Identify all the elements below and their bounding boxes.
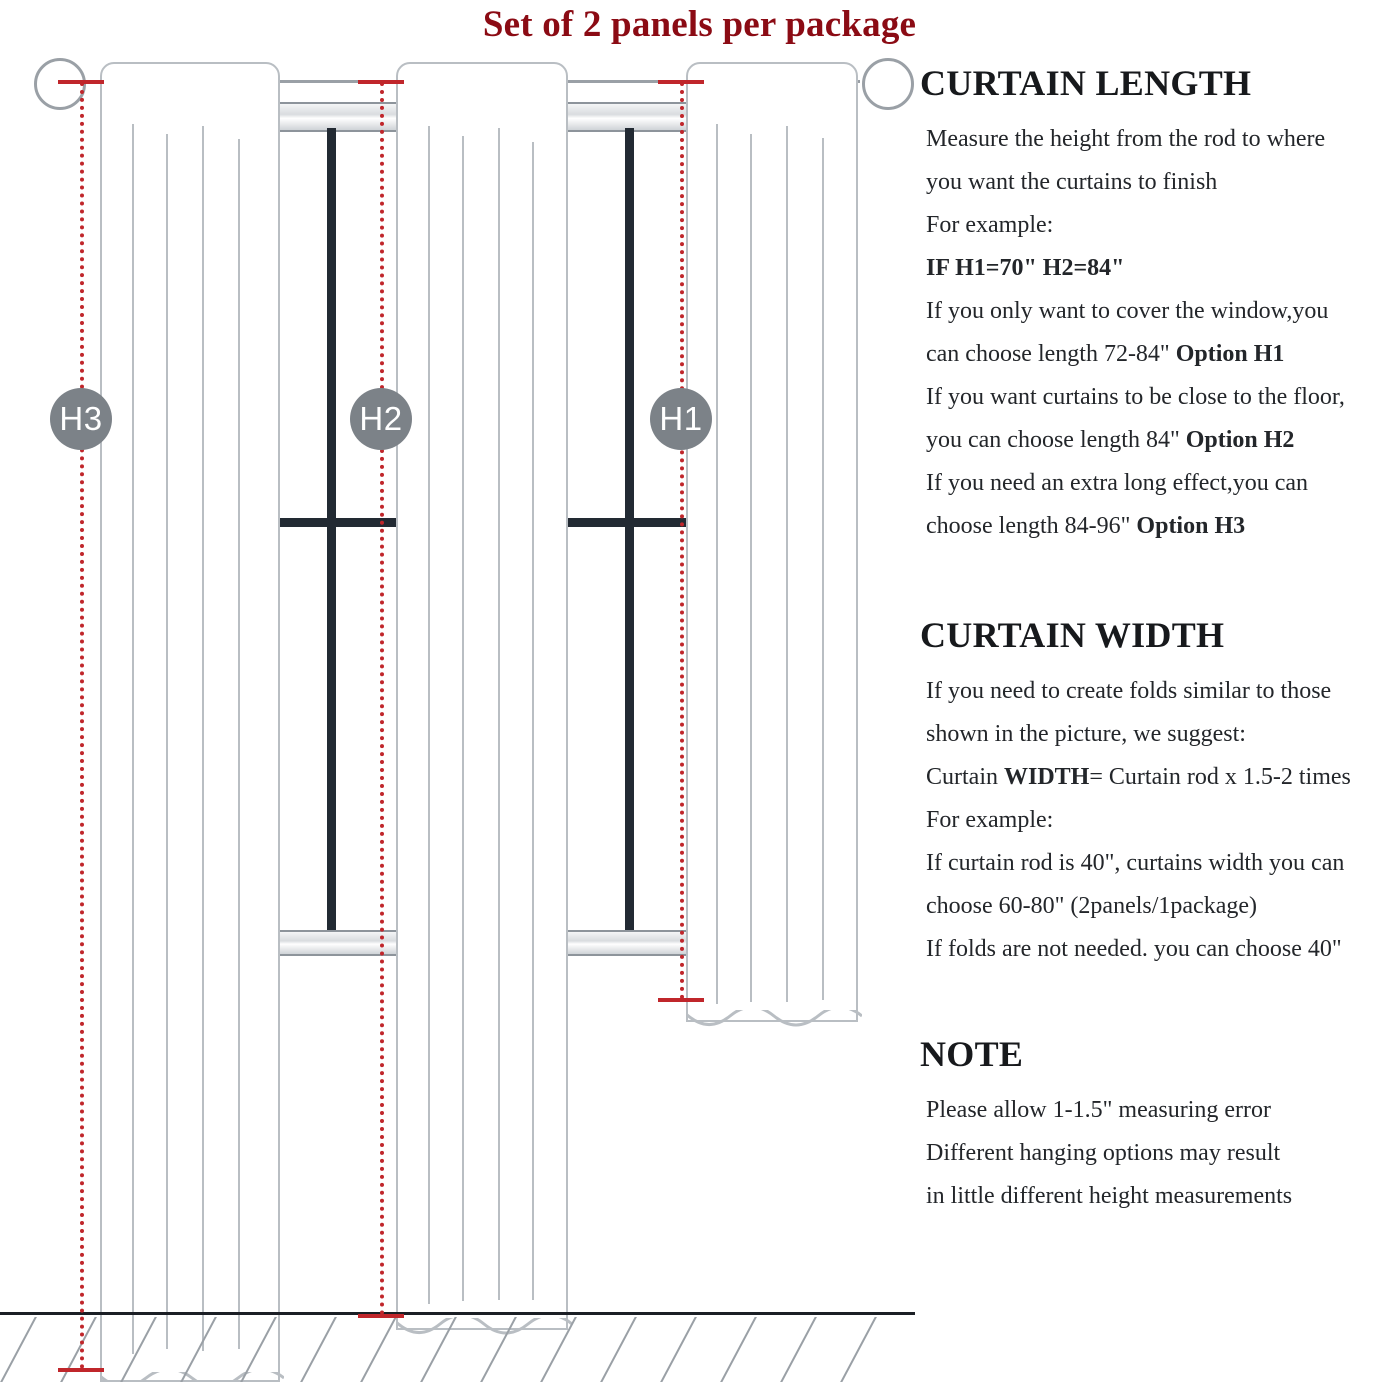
paragraph: If you only want to cover the window,you <box>926 298 1329 324</box>
paragraph-text: = Curtain rod x 1.5-2 times <box>1089 764 1351 790</box>
section-title-curtain-width: CURTAIN WIDTH <box>920 615 1225 655</box>
section-title-curtain-length: CURTAIN LENGTH <box>920 63 1252 103</box>
paragraph: Different hanging options may result <box>926 1140 1281 1166</box>
curtain-fold <box>822 138 824 1000</box>
measure-line-h1 <box>680 82 684 1000</box>
paragraph: If folds are not needed. you can choose 40" <box>926 936 1342 962</box>
example-values: IF H1=70" H2=84" <box>926 255 1125 281</box>
instructions-column <box>920 62 1390 1218</box>
paragraph: For example: <box>926 807 1054 833</box>
paragraph: shown in the picture, we suggest: <box>926 721 1246 747</box>
paragraph: choose 60-80" (2panels/1package) <box>926 893 1258 919</box>
curtain-fold <box>428 126 430 1304</box>
paragraph: in little different height measurements <box>926 1183 1293 1209</box>
measure-line-h3 <box>80 82 84 1370</box>
paragraph: If you want curtains to be close to the floor, <box>926 384 1345 410</box>
measure-line-h2 <box>380 82 384 1316</box>
curtain-fold <box>716 124 718 1004</box>
floor-line <box>0 1312 915 1315</box>
curtain-hem-h1 <box>686 1010 862 1036</box>
paragraph-option-h3 <box>920 505 1390 548</box>
curtain-fold <box>462 136 464 1301</box>
curtain-fold <box>750 134 752 1002</box>
measure-badge-h3: H3 <box>50 388 112 450</box>
curtain-rod-finial-left-icon <box>34 58 86 110</box>
curtain-panel-h3 <box>100 62 280 1382</box>
curtain-rod-finial-right-icon <box>862 58 914 110</box>
paragraph-text: can choose length 72-84" <box>926 341 1176 367</box>
measure-tick-h3-bottom <box>58 1368 104 1372</box>
section-spacer <box>920 548 1390 614</box>
page-title: Set of 2 panels per package <box>482 4 917 45</box>
measure-badge-h1: H1 <box>650 388 712 450</box>
paragraph: Please allow 1-1.5" measuring error <box>926 1097 1272 1123</box>
option-label-h1: Option H1 <box>1175 341 1285 367</box>
curtain-fold <box>166 134 168 1349</box>
floor-hatching <box>0 1317 915 1382</box>
section-title-note: NOTE <box>920 1034 1024 1074</box>
window-mullion-vertical-left <box>327 128 336 930</box>
measure-tick-h1-bottom <box>658 998 704 1002</box>
paragraph-width-formula <box>920 756 1390 799</box>
option-label-h3: Option H3 <box>1136 513 1246 539</box>
window-mullion-vertical-right <box>625 128 634 930</box>
paragraph-example-values <box>920 247 1390 290</box>
curtain-fold <box>532 142 534 1300</box>
width-keyword: WIDTH <box>1004 764 1090 790</box>
curtain-panel-h1 <box>686 62 858 1022</box>
paragraph: Measure the height from the rod to where <box>926 126 1326 152</box>
paragraph-text: you can choose length 84" <box>926 427 1186 453</box>
curtain-panel-h2 <box>396 62 568 1330</box>
measure-tick-h2-bottom <box>358 1314 404 1318</box>
curtain-illustration <box>0 40 915 1382</box>
curtain-fold <box>238 139 240 1349</box>
curtain-fold <box>786 126 788 1002</box>
paragraph: If curtain rod is 40", curtains width you can <box>926 850 1345 876</box>
paragraph-option-h2 <box>920 419 1390 462</box>
paragraph-text: choose length 84-96" <box>926 513 1137 539</box>
curtain-fold <box>498 128 500 1300</box>
measure-badge-h2: H2 <box>350 388 412 450</box>
paragraph: you want the curtains to finish <box>926 169 1218 195</box>
curtain-fold <box>132 124 134 1354</box>
paragraph-text: Curtain <box>926 764 1004 790</box>
curtain-fold <box>202 126 204 1351</box>
paragraph-option-h1 <box>920 333 1390 376</box>
paragraph: If you need an extra long effect,you can <box>926 470 1309 496</box>
paragraph: For example: <box>926 212 1054 238</box>
option-label-h2: Option H2 <box>1185 427 1295 453</box>
paragraph: If you need to create folds similar to those <box>926 678 1332 704</box>
section-spacer <box>920 971 1390 1033</box>
